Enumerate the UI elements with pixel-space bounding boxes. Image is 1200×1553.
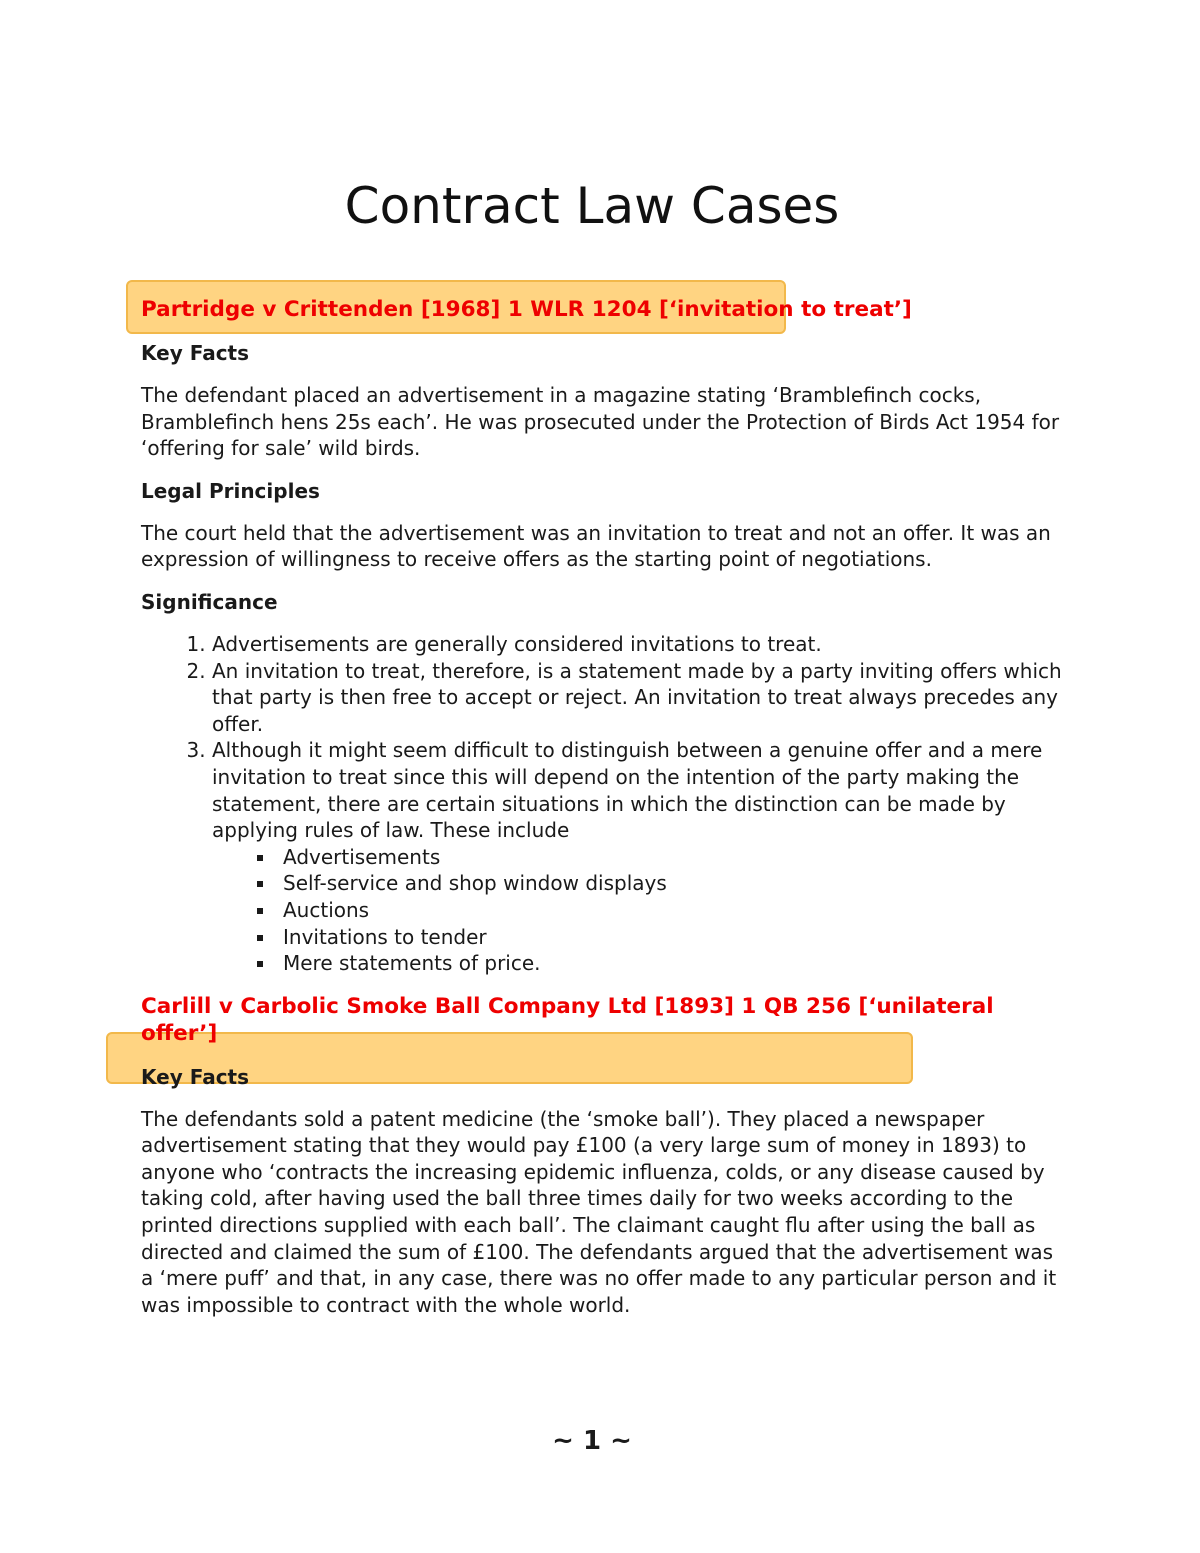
significance-heading: Significance (141, 589, 278, 614)
significance-item-text: Although it might seem difficult to distinguish between a genuine offer and a mere invitation to treat since this will depend on the intention of the party making the statement, there are certain situations in which the distinction can be made by applying rules of law. These include (212, 738, 1043, 843)
document-title: Contract Law Cases (344, 176, 840, 235)
situation-item: Advertisements (283, 844, 1071, 871)
significance-item: 1. Advertisements are generally considered invitations to treat. (212, 631, 1071, 658)
significance-list (141, 631, 1071, 977)
situation-item: Mere statements of price. (283, 950, 1071, 977)
situation-item: Invitations to tender (283, 924, 1071, 951)
case-heading-partridge: Partridge v Crittenden [1968] 1 WLR 1204 [‘invitation to treat’] (141, 297, 912, 322)
situations-list (212, 844, 1071, 977)
situation-item: Self-service and shop window displays (283, 870, 1071, 897)
legal-principles-text: The court held that the advertisement was an invitation to treat and not an offer. It was an expression of willingness to receive offers as the starting point of negotiations. (141, 520, 1051, 572)
key-facts-text: The defendants sold a patent medicine (the ‘smoke ball’). They placed a newspaper advertisement stating that they would pay £100 (a very large sum of money in 1893) to anyone who ‘contracts the increasing epidemic influenza, colds, or any disease caused by taking cold, after having used the ball three times daily for two weeks according to the printed directions supplied with each ball’. The claimant caught flu after using the ball as directed and claimed the sum of £100. The defendants argued that the advertisement was a ‘mere puff’ and that, in any case, there was no offer made to any particular person and it was impossible to contract with the whole world. (141, 1106, 1057, 1317)
key-facts-text: The defendant placed an advertisement in a magazine stating ‘Bramblefinch cocks, Bramblefinch hens 25s each’. He was prosecuted under the Protection of Birds Act 1954 for ‘offering for sale’ wild birds. (141, 383, 1060, 461)
page-number: ~ 1 ~ (552, 1426, 632, 1456)
legal-principles-heading: Legal Principles (141, 478, 320, 503)
key-facts-heading: Key Facts (141, 341, 250, 365)
case-heading-carlill: Carlill v Carbolic Smoke Ball Company Ltd [1893] 1 QB 256 [‘unilateral offer’] (141, 993, 994, 1046)
document-body (141, 296, 1071, 1318)
key-facts-heading: Key Facts (141, 1064, 250, 1089)
significance-item (212, 737, 1071, 976)
situation-item: Auctions (283, 897, 1071, 924)
significance-item: 2. An invitation to treat, therefore, is a statement made by a party inviting offers which that party is then free to accept or reject. An invitation to treat always precedes any offer. (212, 658, 1071, 738)
